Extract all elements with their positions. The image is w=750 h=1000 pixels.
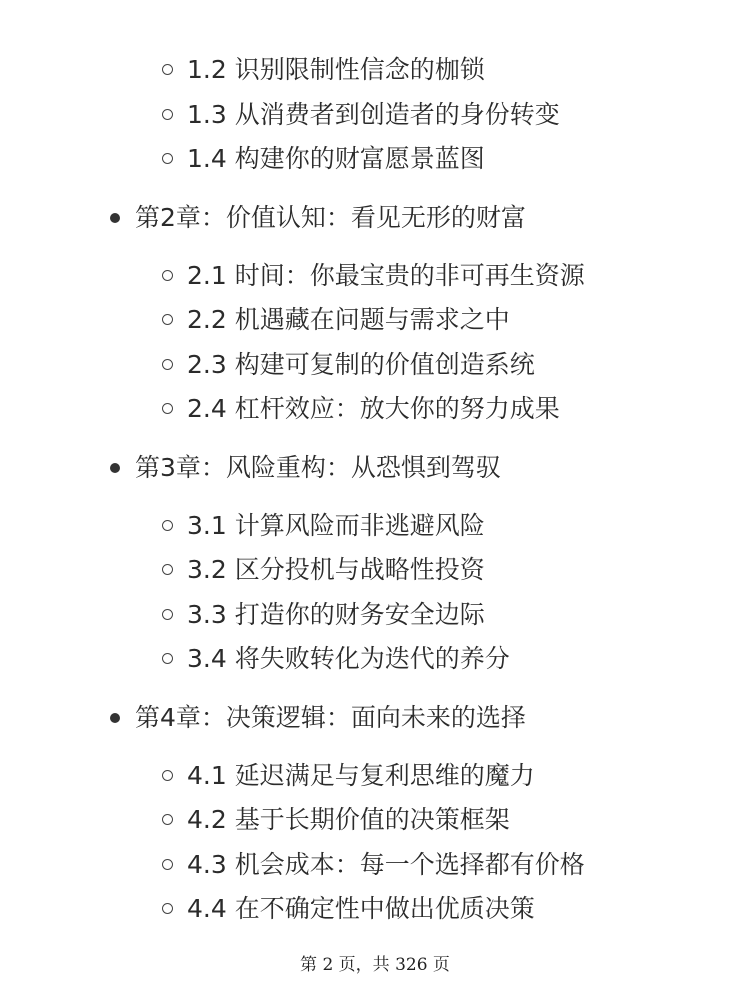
toc-chapter-item[interactable] <box>0 196 750 240</box>
chapter-4-sections <box>0 754 750 932</box>
toc-section-item[interactable] <box>0 798 750 843</box>
toc-section-item[interactable] <box>0 254 750 299</box>
section-label: 4.1 延迟满足与复利思维的魔力 <box>187 760 535 790</box>
hollow-bullet-icon <box>162 903 173 914</box>
section-label: 3.3 打造你的财务安全边际 <box>187 599 485 629</box>
table-of-contents <box>0 48 750 932</box>
section-label: 3.4 将失败转化为迭代的养分 <box>187 644 510 673</box>
section-label: 2.2 机遇藏在问题与需求之中 <box>187 305 510 334</box>
hollow-bullet-icon <box>162 859 173 870</box>
toc-section-item[interactable] <box>0 48 750 93</box>
toc-section-item[interactable] <box>0 548 750 593</box>
chapter-4 <box>0 696 750 932</box>
section-label: 3.1 计算风险而非逃避风险 <box>187 510 485 540</box>
toc-section-item[interactable] <box>0 637 750 682</box>
section-label: 2.4 杠杆效应：放大你的努力成果 <box>187 394 560 423</box>
hollow-bullet-icon <box>162 814 173 825</box>
section-label: 1.3 从消费者到创造者的身份转变 <box>187 99 560 129</box>
filled-bullet-icon <box>110 213 120 223</box>
section-label: 2.3 构建可复制的价值创造系统 <box>187 349 535 379</box>
chapter-2-sections <box>0 254 750 432</box>
hollow-bullet-icon <box>162 153 173 164</box>
filled-bullet-icon <box>110 463 120 473</box>
section-label: 1.2 识别限制性信念的枷锁 <box>187 55 485 84</box>
chapter-3 <box>0 446 750 682</box>
section-label: 4.4 在不确定性中做出优质决策 <box>187 894 535 923</box>
page-number-footer: 第 2 页，共 326 页 <box>300 955 450 975</box>
toc-section-item[interactable] <box>0 387 750 432</box>
chapter-title: 第3章：风险重构：从恐惧到驾驭 <box>135 452 501 482</box>
hollow-bullet-icon <box>162 314 173 325</box>
toc-section-item[interactable] <box>0 843 750 888</box>
toc-section-item[interactable] <box>0 504 750 549</box>
hollow-bullet-icon <box>162 109 173 120</box>
section-label: 2.1 时间：你最宝贵的非可再生资源 <box>187 260 585 290</box>
chapter-3-sections <box>0 504 750 682</box>
chapter-title: 第2章：价值认知：看见无形的财富 <box>135 202 526 232</box>
section-label: 1.4 构建你的财富愿景蓝图 <box>187 144 485 173</box>
hollow-bullet-icon <box>162 609 173 620</box>
chapter-title: 第4章：决策逻辑：面向未来的选择 <box>135 702 526 732</box>
toc-section-item[interactable] <box>0 887 750 932</box>
hollow-bullet-icon <box>162 564 173 575</box>
toc-section-item[interactable] <box>0 593 750 638</box>
hollow-bullet-icon <box>162 403 173 414</box>
section-label: 4.3 机会成本：每一个选择都有价格 <box>187 849 585 879</box>
toc-section-item[interactable] <box>0 137 750 182</box>
toc-section-item[interactable] <box>0 754 750 799</box>
toc-section-item[interactable] <box>0 298 750 343</box>
hollow-bullet-icon <box>162 64 173 75</box>
hollow-bullet-icon <box>162 359 173 370</box>
toc-section-item[interactable] <box>0 93 750 138</box>
toc-section-item[interactable] <box>0 343 750 388</box>
hollow-bullet-icon <box>162 653 173 664</box>
hollow-bullet-icon <box>162 270 173 281</box>
toc-chapter-item[interactable] <box>0 446 750 490</box>
hollow-bullet-icon <box>162 770 173 781</box>
section-label: 4.2 基于长期价值的决策框架 <box>187 805 510 834</box>
toc-chapter-item[interactable] <box>0 696 750 740</box>
section-label: 3.2 区分投机与战略性投资 <box>187 555 485 584</box>
chapter-2 <box>0 196 750 432</box>
filled-bullet-icon <box>110 713 120 723</box>
chapter-1-sections <box>0 48 750 182</box>
hollow-bullet-icon <box>162 520 173 531</box>
